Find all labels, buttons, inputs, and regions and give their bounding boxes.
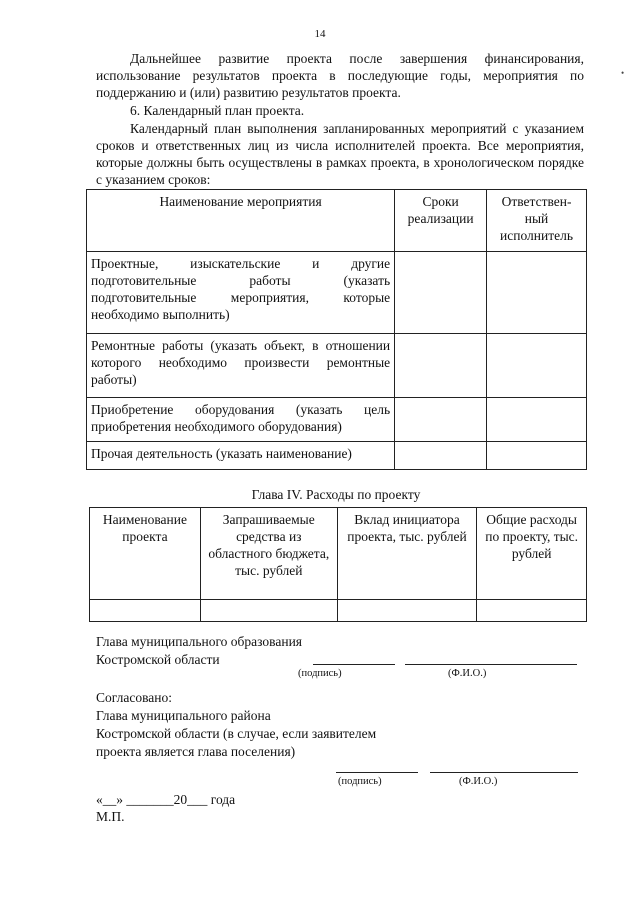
schedule-header-responsible: Ответствен-ный исполнитель xyxy=(487,190,587,252)
table-row xyxy=(87,398,587,442)
agreed-line2: Костромской области (в случае, если заявителем xyxy=(96,726,377,741)
schedule-header-row xyxy=(87,190,587,252)
schedule-cell-activity: Проектные, изыскательские и другие подготовительные работы (указать подготовительные мероприятия, которые необходимо выполнить) xyxy=(87,252,395,334)
head-title-line2: Костромской области xyxy=(96,652,220,667)
development-paragraph: Дальнейшее развитие проекта после завершения финансирования, использование результатов проекта в последующие годы, мероприятия по поддержанию и (или) развитию результатов проекта. xyxy=(96,51,584,100)
schedule-cell-dates xyxy=(395,442,487,470)
schedule-cell-responsible xyxy=(487,442,587,470)
schedule-header-activity: Наименование мероприятия xyxy=(87,190,395,252)
schedule-cell-activity: Прочая деятельность (указать наименование) xyxy=(87,442,395,470)
schedule-header-dates: Сроки реализации xyxy=(395,190,487,252)
schedule-cell-activity: Ремонтные работы (указать объект, в отношении которого необходимо произвести ремонтные работы) xyxy=(87,334,395,398)
section-6-text: Календарный план выполнения запланированных мероприятий с указанием сроков и ответственных лиц из числа исполнителей проекта. Все мероприятия, которые должны быть осуществлены в рамках проекта, в хронологическом порядке с указанием сроков: xyxy=(96,121,584,187)
schedule-cell-activity: Приобретение оборудования (указать цель приобретения необходимого оборудования) xyxy=(87,398,395,442)
agreed-line1: Глава муниципального района xyxy=(96,708,271,723)
schedule-cell-responsible xyxy=(487,252,587,334)
chapter-title: Глава IV. Расходы по проекту xyxy=(251,487,421,502)
agreed-sign-label: (подпись) xyxy=(338,776,382,787)
agreed-title: Согласовано: xyxy=(96,690,172,705)
head-name-line xyxy=(405,664,577,665)
date-line: «__» _______20___ года xyxy=(96,792,236,807)
margin-mark: • xyxy=(621,68,625,78)
head-signature-title xyxy=(96,633,302,669)
table-row xyxy=(90,600,587,622)
expenses-cell xyxy=(200,600,337,622)
head-sign-label: (подпись) xyxy=(298,668,342,679)
expenses-header-total: Общие расходы по проекту, тыс. рублей xyxy=(477,508,587,600)
page-number: 14 xyxy=(314,28,326,40)
expenses-header-row xyxy=(90,508,587,600)
section-6-title: 6. Календарный план проекта. xyxy=(130,103,305,118)
schedule-cell-dates xyxy=(395,398,487,442)
expenses-header-contribution: Вклад инициатора проекта, тыс. рублей xyxy=(337,508,477,600)
head-name-label: (Ф.И.О.) xyxy=(448,668,487,679)
expenses-header-project: Наименование проекта xyxy=(90,508,201,600)
table-row xyxy=(87,334,587,398)
schedule-table xyxy=(86,189,587,470)
schedule-cell-dates xyxy=(395,252,487,334)
table-row xyxy=(87,442,587,470)
expenses-cell xyxy=(477,600,587,622)
schedule-cell-responsible xyxy=(487,398,587,442)
agreed-name-line xyxy=(430,772,578,773)
expenses-cell xyxy=(90,600,201,622)
schedule-cell-dates xyxy=(395,334,487,398)
head-title-line1: Глава муниципального образования xyxy=(96,634,303,649)
expenses-table xyxy=(89,507,587,622)
agreed-name-label: (Ф.И.О.) xyxy=(459,776,498,787)
agreed-sign-line xyxy=(336,772,418,773)
table-row xyxy=(87,252,587,334)
schedule-cell-responsible xyxy=(487,334,587,398)
stamp-place: М.П. xyxy=(96,809,125,824)
expenses-cell xyxy=(337,600,477,622)
agreed-line3: проекта является глава поселения) xyxy=(96,744,296,759)
head-sign-line xyxy=(313,664,395,665)
agreed-block xyxy=(96,689,376,761)
expenses-header-requested: Запрашиваемые средства из областного бюджета, тыс. рублей xyxy=(200,508,337,600)
